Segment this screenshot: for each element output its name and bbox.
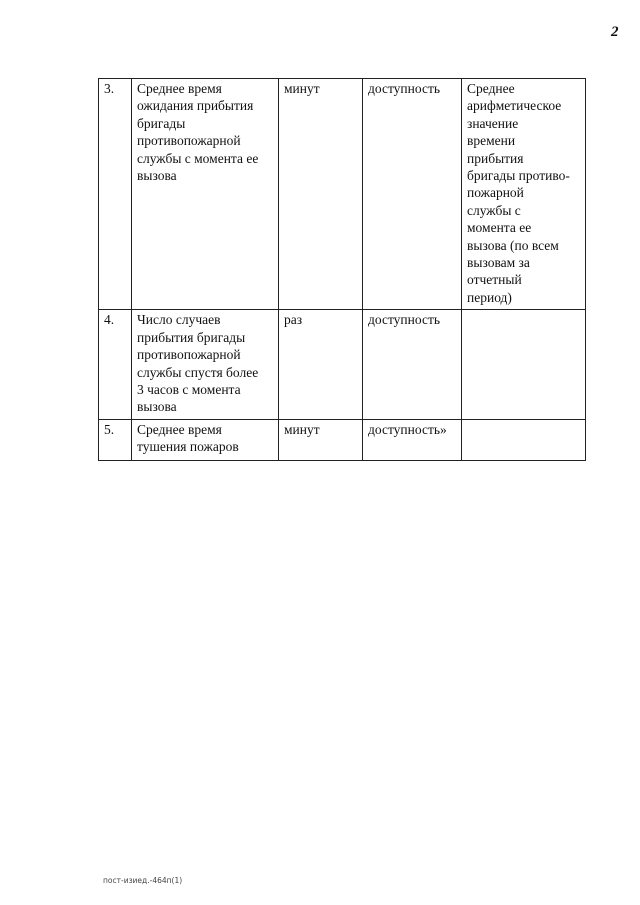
description-cell: Среднее арифметическое значение времени прибытия бригады противо- пожарной службы с момента ее вызова (по всем вызовам за отчетный период) <box>462 79 586 310</box>
page-number: 2 <box>611 24 619 40</box>
table-row <box>99 79 586 310</box>
category-cell: доступность <box>363 310 462 419</box>
indicator-name-cell: Среднее время тушения пожаров <box>132 419 279 460</box>
table-row <box>99 419 586 460</box>
row-number-cell: 3. <box>99 79 132 310</box>
unit-cell: раз <box>279 310 363 419</box>
indicator-name-cell: Среднее время ожидания прибытия бригады противопожарной службы с момента ее вызова <box>132 79 279 310</box>
indicator-name-cell: Число случаев прибытия бригады противопожарной службы спустя более 3 часов с момента вызова <box>132 310 279 419</box>
category-cell: доступность <box>363 79 462 310</box>
unit-cell: минут <box>279 79 363 310</box>
description-cell <box>462 310 586 419</box>
unit-cell: минут <box>279 419 363 460</box>
indicators-table <box>98 78 586 461</box>
description-cell <box>462 419 586 460</box>
row-number-cell: 4. <box>99 310 132 419</box>
table-row <box>99 310 586 419</box>
document-footer-code: пост-изиед.-464п(1) <box>103 876 183 885</box>
row-number-cell: 5. <box>99 419 132 460</box>
category-cell: доступность» <box>363 419 462 460</box>
